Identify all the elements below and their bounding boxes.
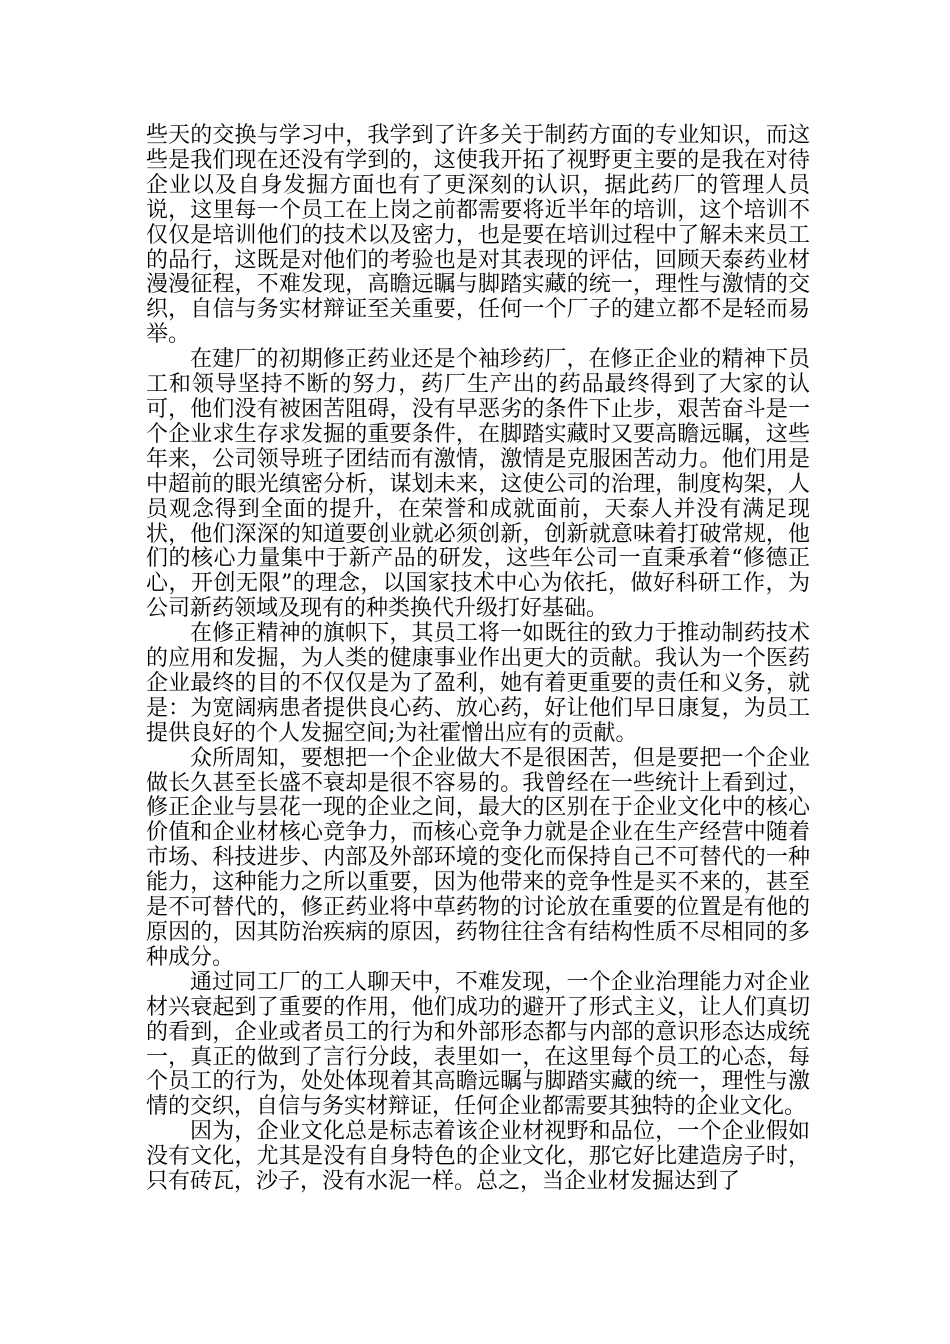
paragraph-3: 在修正精神的旗帜下，其员工将一如既往的致力于推动制药技术的应用和发掘，为人类的健康事业作出更大的贡献。我认为一个医药企业最终的目的不仅仅是为了盈利，她有着更重要的责任和义务，就是：为宽阔病患者提供良心药、放心药，好让他们早日康复，为员工提供良好的个人发掘空间;为社霍憎出应有的贡献。 <box>146 621 810 746</box>
paragraph-1: 些天的交换与学习中，我学到了许多关于制药方面的专业知识，而这些是我们现在还没有学到的，这使我开拓了视野更主要的是我在对待企业以及自身发掘方面也有了更深刻的认识，据此药厂的管理人员说，这里每一个员工在上岗之前都需要将近半年的培训，这个培训不仅仅是培训他们的技术以及密力，也是要在培训过程中了解未来员工的品行，这既是对他们的考验也是对其表现的评估，回顾天泰药业材漫漫征程，不难发现，高瞻远瞩与脚踏实藏的统一，理性与激情的交织，自信与务实材辩证至关重要，任何一个厂子的建立都不是轻而易举。 <box>146 123 810 348</box>
paragraph-5: 通过同工厂的工人聊天中，不难发现，一个企业治理能力对企业材兴衰起到了重要的作用，他们成功的避开了形式主义，让人们真切的看到，企业或者员工的行为和外部形态都与内部的意识形态达成统一，真正的做到了言行分歧，表里如一，在这里每个员工的心态，每个员工的行为，处处体现着其高瞻远瞩与脚踏实藏的统一，理性与激情的交织，自信与务实材辩证，任何企业都需要其独特的企业文化。 <box>146 969 810 1120</box>
paragraph-4: 众所周知，要想把一个企业做大不是很困苦，但是要把一个企业做长久甚至长盛不衰却是很不容易的。我曾经在一些统计上看到过，修正企业与昙花一现的企业之间，最大的区别在于企业文化中的核心价值和企业材核心竞争力，而核心竞争力就是企业在生产经营中随着市场、科技进步、内部及外部环境的变化而保持自己不可替代的一种能力，这种能力之所以重要，因为他带来的竞争性是买不来的，甚至是不可替代的，修正药业将中草药物的讨论放在重要的位置是有他的原因的，因其防治疾病的原因，药物往往含有结构性质不尽相同的多种成分。 <box>146 745 810 970</box>
paragraph-6: 因为，企业文化总是标志着该企业材视野和品位，一个企业假如没有文化，尤其是没有自身特色的企业文化，那它好比建造房子时，只有砖瓦，沙子，没有水泥一样。总之，当企业材发掘达到了 <box>146 1119 810 1195</box>
document-body <box>146 124 810 1195</box>
paragraph-2: 在建厂的初期修正药业还是个袖珍药厂，在修正企业的精神下员工和领导坚持不断的努力，药厂生产出的药品最终得到了大家的认可，他们没有被困苦阻碍，没有早恶劣的条件下止步，艰苦奋斗是一个企业求生存求发掘的重要条件，在脚踏实藏时又要高瞻远瞩，这些年来，公司领导班子团结而有激情，激情是克服困苦动力。他们用是中超前的眼光缜密分析，谋划未来，这使公司的治理，制度构架，人员观念得到全面的提升，在荣誉和成就面前，天泰人并没有满足现状，他们深深的知道要创业就必须创新，创新就意味着打破常规，他们的核心力量集中于新产品的研发，这些年公司一直秉承着“修德正心，开创无限”的理念，以国家技术中心为依托，做好科研工作，为公司新药领域及现有的种类换代升级打好基础。 <box>146 347 810 622</box>
